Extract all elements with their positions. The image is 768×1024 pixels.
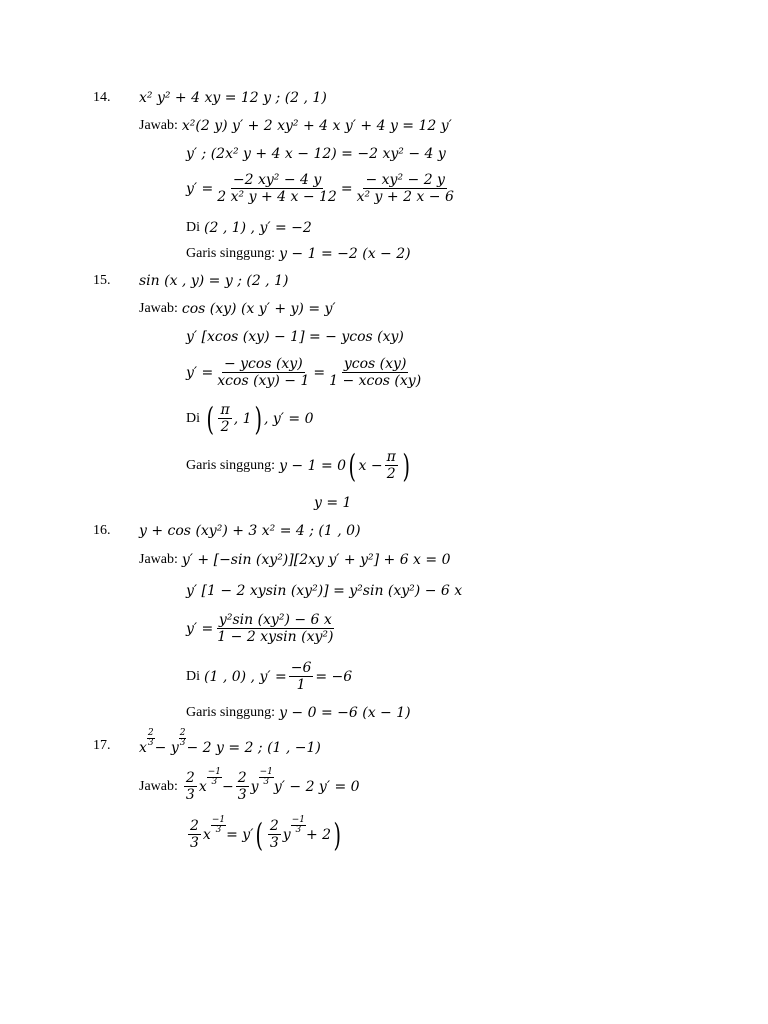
- problem-16-step1: [139, 552, 450, 568]
- problem-14-tangent: [186, 246, 411, 262]
- var-y: y: [282, 826, 291, 843]
- pi-over-two: [218, 402, 231, 435]
- problem-15-result: y = 1: [314, 495, 352, 511]
- problem-14-di-expr: (2 , 1) , y′ = −2: [204, 220, 312, 236]
- denominator: xcos (xy) − 1: [217, 373, 310, 389]
- tangent-x: x −: [358, 457, 383, 474]
- numerator: ycos (xy): [343, 356, 407, 372]
- problem-16-di: [186, 660, 352, 693]
- denominator: 1 − 2 xysin (xy²): [217, 629, 334, 645]
- fraction-2: [327, 356, 423, 389]
- problem-14-step2: y′ ; (2x² y + 4 x − 12) = −2 xy² − 4 y: [186, 146, 446, 162]
- problem-14-question: x² y² + 4 xy = 12 y ; (2 , 1): [139, 90, 327, 106]
- tangent-label: Garis singgung:: [186, 457, 276, 473]
- di-rhs: = −6: [315, 668, 353, 685]
- denominator: 2: [386, 466, 396, 482]
- problem-16-number: 16.: [93, 523, 111, 538]
- fraction-1: [215, 172, 339, 205]
- numerator: π: [386, 449, 396, 465]
- problem-15-step1: [139, 301, 336, 317]
- numerator: −6: [290, 660, 312, 676]
- problem-15-di: Di ( $\frac{\pi}{2}$ , 1 ) , y′ = 0: [186, 399, 314, 438]
- denominator: x² y + 2 x − 6: [356, 189, 454, 205]
- fraction: [289, 660, 314, 693]
- numerator: y²sin (xy²) − 6 x: [218, 612, 332, 628]
- di-rest: , 1: [233, 410, 252, 427]
- derivative-lhs: y′ =: [186, 180, 214, 197]
- problem-14-di: [186, 220, 312, 236]
- problem-15-step1-expr: cos (xy) (x y′ + y) = y′: [181, 301, 336, 317]
- pi-over-two: [385, 449, 398, 482]
- problem-15-question: sin (x , y) = y ; (2 , 1): [139, 273, 289, 289]
- tangent-label: Garis singgung:: [186, 705, 276, 720]
- denominator: 1 − xcos (xy): [329, 373, 422, 389]
- jawab-label: Jawab:: [139, 778, 178, 794]
- problem-17-question: [139, 728, 321, 757]
- fraction: $\frac{2}{3}$: [190, 818, 199, 851]
- numerator: −2 xy² − 4 y: [232, 172, 322, 188]
- derivative-lhs: y′ =: [186, 364, 214, 381]
- plus-two: + 2: [306, 826, 332, 843]
- fraction: $\frac{2}{3}$: [237, 770, 247, 803]
- problem-16-step1-expr: y′ + [−sin (xy²)][2xy y′ + y²] + 6 x = 0: [181, 552, 451, 568]
- denominator: 2: [220, 419, 230, 435]
- fraction: $\frac{2}{3}$: [185, 770, 195, 803]
- problem-14-step3: y′ = $\frac{\text{−2 xy² − 4 y}}{\text{2 x² y + 4 x − 12}}$ = $\frac{\text{− xy² − 2 y}}{\text{x² y + 2 x − 6}}$: [186, 172, 454, 205]
- denominator: 2 x² y + 4 x − 12: [217, 189, 337, 205]
- question-rest: − 2 y = 2 ; (1 , −1): [186, 739, 321, 756]
- problem-15-step3: y′ = $\frac{- ycos (xy)}{xcos (xy) - 1}$ = $\frac{ycos (xy)}{1 - xcos (xy)}$: [186, 356, 422, 389]
- var-y: y: [250, 778, 259, 795]
- jawab-label: Jawab:: [139, 552, 178, 567]
- jawab-label: Jawab:: [139, 118, 178, 133]
- problem-15-tangent: Garis singgung: y − 1 = 0 ( x − $\frac{\pi}{2}$ ): [186, 446, 410, 485]
- equals-yprime: = y′: [226, 826, 254, 843]
- problem-17-step2: $\frac{2}{3}$ x $\frac{-1}{3}$ = y′ ( $\frac{2}{3}$ y −1 3 + 2 ): [190, 815, 342, 854]
- exponent: $\frac{-1}{3}$: [211, 815, 226, 835]
- exponent: 2 3: [179, 728, 186, 748]
- step1-rest: y′ − 2 y′ = 0: [273, 778, 360, 795]
- problem-16-tangent-expr: y − 0 = −6 (x − 1): [279, 705, 411, 721]
- di-label: Di: [186, 220, 200, 235]
- problem-16-step2: y′ [1 − 2 xysin (xy²)] = y²sin (xy²) − 6 x: [186, 583, 463, 599]
- numerator: − xy² − 2 y: [365, 172, 445, 188]
- exponent: 2 3: [147, 728, 154, 748]
- tangent-label: Garis singgung:: [186, 246, 276, 261]
- problem-14-step1-expr: x²(2 y) y′ + 2 xy² + 4 x y′ + 4 y = 12 y′: [181, 118, 452, 134]
- fraction-1: [215, 356, 311, 389]
- numerator: π: [220, 402, 230, 418]
- di-lhs: (1 , 0) , y′ =: [204, 668, 287, 685]
- tangent-lhs: y − 1 = 0: [279, 457, 347, 474]
- problem-16-step3: [186, 612, 337, 645]
- exponent: −1 3: [259, 767, 273, 787]
- exponent: −1 3: [291, 815, 305, 835]
- fraction: [215, 612, 335, 645]
- problem-16-tangent: [186, 705, 411, 721]
- fraction-2: [355, 172, 456, 205]
- problem-14-step1: [139, 118, 452, 134]
- numerator: − ycos (xy): [223, 356, 303, 372]
- minus-y: − y: [154, 739, 179, 756]
- problem-14-number: 14.: [93, 90, 111, 105]
- var-x: x: [198, 778, 207, 795]
- problem-16-question: y + cos (xy²) + 3 x² = 4 ; (1 , 0): [139, 523, 361, 539]
- problem-17-step1: [139, 767, 360, 803]
- problem-15-step2: y′ [xcos (xy) − 1] = − ycos (xy): [186, 329, 404, 345]
- var-x: x: [202, 826, 211, 843]
- di-label: Di: [186, 668, 200, 684]
- jawab-label: Jawab:: [139, 301, 178, 316]
- exponent: −1 3: [207, 767, 221, 787]
- minus: −: [222, 778, 234, 795]
- di-end: , y′ = 0: [263, 410, 314, 427]
- derivative-lhs: y′ =: [186, 620, 214, 637]
- var-x: x: [139, 739, 147, 756]
- problem-17-number: 17.: [93, 738, 111, 753]
- di-label: Di: [186, 410, 200, 426]
- problem-15-number: 15.: [93, 273, 111, 288]
- problem-14-tangent-expr: y − 1 = −2 (x − 2): [279, 246, 411, 262]
- denominator: 1: [296, 677, 306, 693]
- fraction: $\frac{2}{3}$: [269, 818, 279, 851]
